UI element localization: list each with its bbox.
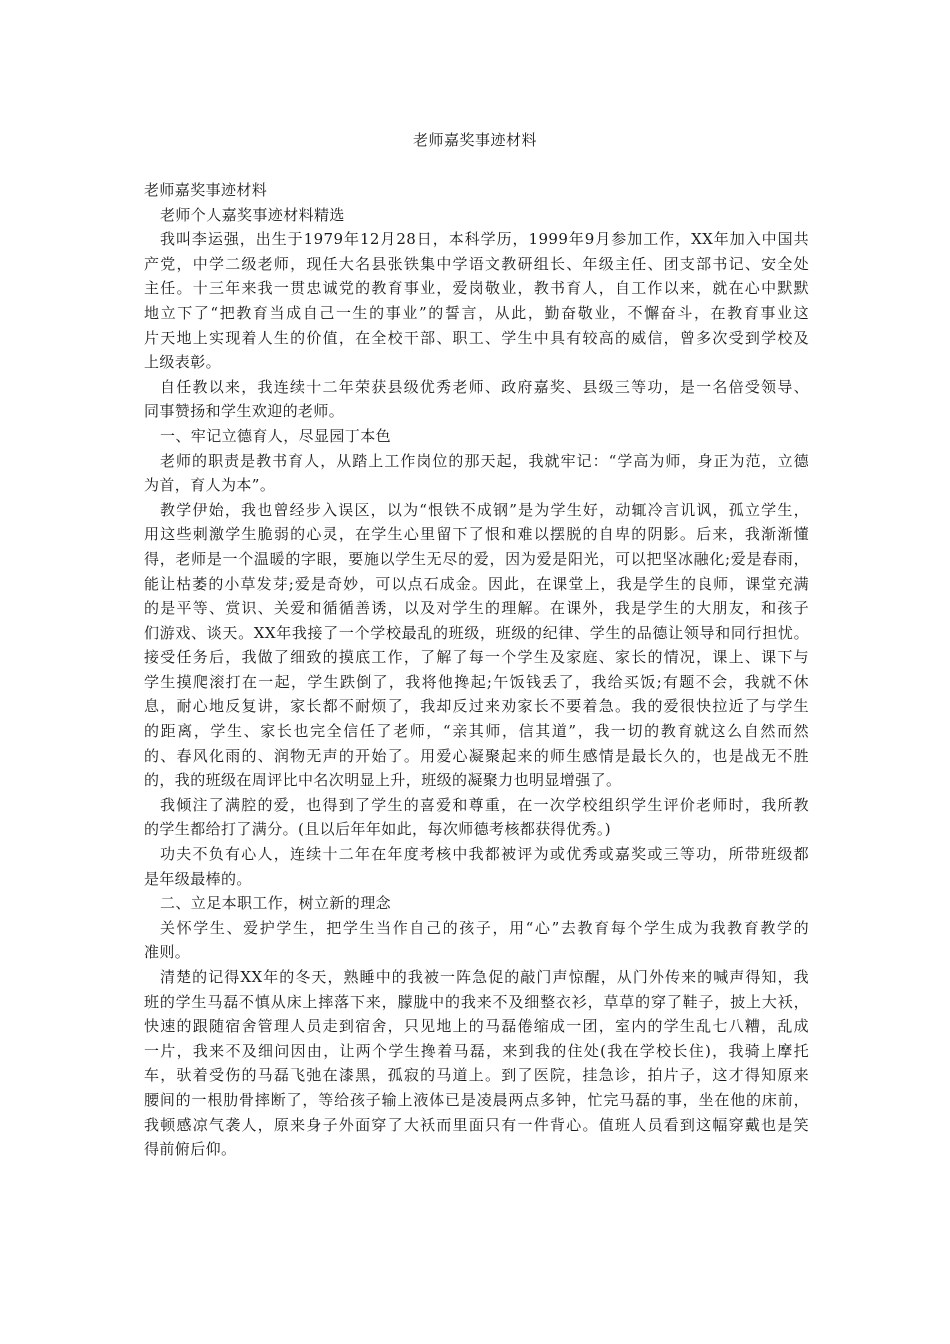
body-line: 一、牢记立德育人，尽显园丁本色 — [160, 426, 392, 445]
body-line: 上级表彰。 — [144, 353, 222, 372]
body-line: 得前俯后仰。 — [144, 1140, 237, 1159]
body-line: 一片，我来不及细问因由，让两个学生搀着马磊，来到我的住处(我在学校长住)，我骑上摩托 — [144, 1041, 809, 1060]
body-line: 同事赞扬和学生欢迎的老师。 — [144, 402, 345, 421]
body-line: 学生摸爬滚打在一起，学生跌倒了，我将他搀起;午饭钱丢了，我给买饭;有题不会，我就不休 — [144, 672, 809, 691]
body-line: 为首，育人为本”。 — [144, 476, 276, 495]
body-line: 自任教以来，我连续十二年荣获县级优秀老师、政府嘉奖、县级三等功，是一名倍受领导、 — [160, 377, 809, 396]
body-line: 的学生都给打了满分。(且以后年年如此，每次师德考核都获得优秀。) — [144, 820, 612, 839]
body-line: 腰间的一根肋骨摔断了，等给孩子输上液体已是凌晨两点多钟，忙完马磊的事，坐在他的床前， — [144, 1090, 809, 1109]
body-line: 清楚的记得XX年的冬天，熟睡中的我被一阵急促的敲门声惊醒，从门外传来的喊声得知，我 — [160, 968, 809, 986]
body-line: 用这些刺激学生脆弱的心灵，在学生心里留下了恨和难以摆脱的自卑的阴影。后来，我渐渐懂 — [144, 525, 809, 544]
body-line: 关怀学生、爱护学生，把学生当作自己的孩子，用“心”去教育每个学生成为我教育教学的 — [160, 918, 809, 937]
body-line: 快速的跟随宿舍管理人员走到宿舍，只见地上的马磊倦缩成一团，室内的学生乱七八糟，乱成 — [144, 1017, 809, 1036]
body-line: 教学伊始，我也曾经步入误区，以为“恨铁不成钢”是为学生好，动辄冷言讥讽，孤立学生， — [160, 500, 809, 519]
body-line: 我顿感凉气袭人，原来身子外面穿了大袄而里面只有一件背心。值班人员看到这幅穿戴也是笑 — [144, 1115, 809, 1134]
document-title: 老师嘉奖事迹材料 — [412, 131, 537, 149]
body-line: 我叫李运强，出生于1979年12月28日，本科学历，1999年9月参加工作，XX年加入中国共 — [160, 230, 809, 249]
body-line: 车，驮着受伤的马磊飞弛在漆黑，孤寂的马道上。到了医院，挂急诊，拍片子，这才得知原来 — [144, 1066, 809, 1085]
body-line: 的、春风化雨的、润物无声的开始了。用爱心凝聚起来的师生感情是最长久的，也是战无不胜 — [144, 746, 809, 765]
body-line: 得，老师是一个温暖的字眼，要施以学生无尽的爱，因为爱是阳光，可以把坚冰融化;爱是春雨， — [144, 549, 809, 568]
document-body — [144, 178, 809, 1162]
body-line: 我倾注了满腔的爱，也得到了学生的喜爱和尊重，在一次学校组织学生评价老师时，我所教 — [160, 795, 809, 814]
body-line: 老师的职责是教书育人，从踏上工作岗位的那天起，我就牢记：“学高为师，身正为范，立德 — [160, 451, 809, 470]
body-line: 能让枯萎的小草发芽;爱是奇妙，可以点石成金。因此，在课堂上，我是学生的良师，课堂充满 — [144, 574, 809, 593]
body-line: 老师个人嘉奖事迹材料精选 — [160, 205, 345, 224]
body-line: 的距离，学生、家长也完全信任了老师，“亲其师，信其道”，我一切的教育就这么自然而然 — [144, 722, 809, 741]
body-line: 息，耐心地反复讲，家长都不耐烦了，我却反过来劝家长不要着急。我的爱很快拉近了与学生 — [144, 697, 809, 716]
body-line: 班的学生马磊不慎从床上摔落下来，朦胧中的我来不及细整衣衫，草草的穿了鞋子，披上大袄， — [144, 992, 809, 1011]
body-line: 功夫不负有心人，连续十二年在年度考核中我都被评为或优秀或嘉奖或三等功，所带班级都 — [160, 845, 809, 864]
body-line: 产党，中学二级老师，现任大名县张铁集中学语文教研组长、年级主任、团支部书记、安全处 — [144, 254, 809, 273]
body-line: 是年级最棒的。 — [144, 869, 252, 888]
body-line: 准则。 — [144, 943, 191, 962]
body-line: 片天地上实现着人生的价值，在全校干部、职工、学生中具有较高的威信，曾多次受到学校及 — [144, 328, 809, 347]
body-line: 的是平等、赏识、关爱和循循善诱，以及对学生的理解。在课外，我是学生的大朋友，和孩子 — [144, 599, 809, 618]
body-line: 二、立足本职工作，树立新的理念 — [160, 894, 392, 913]
body-line: 们游戏、谈天。XX年我接了一个学校最乱的班级，班级的纪律、学生的品德让领导和同行担忧。 — [144, 623, 809, 642]
body-line: 主任。十三年来我一贯忠诚党的教育事业，爱岗敬业，教书育人，自工作以来，就在心中默默 — [144, 279, 809, 298]
body-line: 老师嘉奖事迹材料 — [144, 181, 268, 199]
body-line: 的，我的班级在周评比中名次明显上升，班级的凝聚力也明显增强了。 — [144, 771, 622, 790]
body-line: 地立下了“把教育当成自己一生的事业”的誓言，从此，勤奋敬业，不懈奋斗，在教育事业这 — [144, 303, 809, 322]
body-line: 接受任务后，我做了细致的摸底工作，了解了每一个学生及家庭、家长的情况，课上、课下与 — [144, 648, 809, 667]
